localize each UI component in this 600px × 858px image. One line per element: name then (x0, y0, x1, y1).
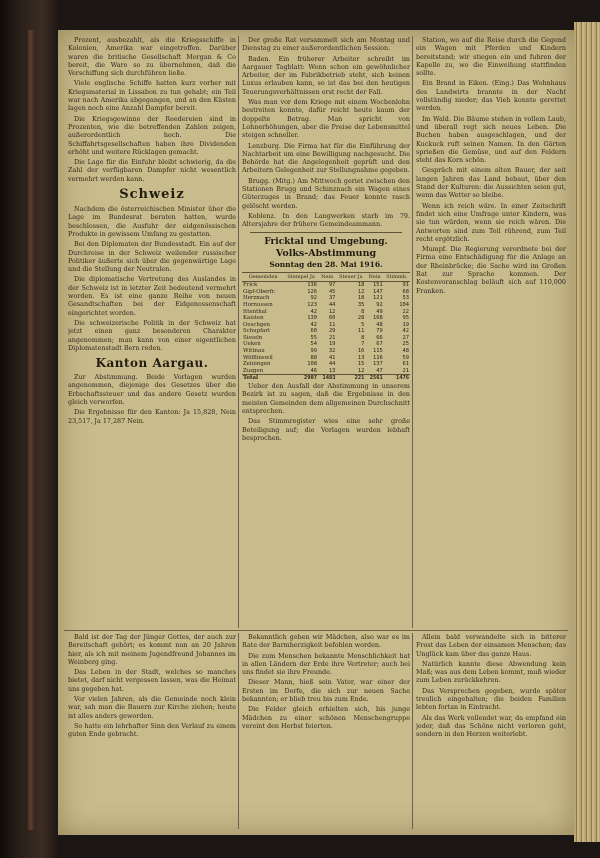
vote-count-cell: 12 (357, 288, 365, 295)
vote-count-cell: 21 (402, 367, 409, 374)
vote-count-cell: 42 (310, 308, 318, 315)
paragraph: Lenzburg. Die Firma hat für die Einführung der Nachtarbeit um eine Bewilligung nachgesucht. Die Behörde hat die Angelegenheit geprüft und den Arbeitern Gelegenheit zur Stellungnahme gegeben. (242, 141, 410, 175)
vote-count-cell: 79 (376, 328, 383, 335)
column-divider (412, 36, 413, 628)
vote-count-cell: 44 (328, 361, 336, 368)
table-total-row (242, 375, 410, 382)
vote-count-cell: 60 (310, 328, 318, 335)
vote-count-cell: 8 (361, 308, 365, 315)
binding-edge (28, 30, 34, 830)
vote-count-cell: 35 (357, 301, 365, 308)
vote-count-cell: 54 (310, 341, 318, 348)
paragraph: Vor vielen Jahren, als die Gemeinde noch klein war, sah man die Bauern zur Kirche ziehen; heute ist alles anders geworden. (68, 695, 236, 720)
feuilleton-left (68, 633, 236, 829)
column-header: Stimmb. (384, 272, 410, 282)
paragraph: Die zum Menschen bekannte Menschlichkeit hat in allen Ländern der Erde ihre Vertreter; auch bei uns findet sie ihre Freunde. (242, 651, 410, 677)
vote-count-cell: 5 (361, 321, 365, 328)
paragraph: Das Stimmregister wies eine sehr große Beteiligung auf; die Vorlagen wurden lebhaft besprochen. (242, 417, 410, 442)
vote-count-cell: 41 (328, 354, 336, 361)
table-row (242, 295, 410, 302)
vote-count-cell: 99 (310, 348, 318, 355)
paragraph: Ein Brand in Eiken. (Eing.) Das Wohnhaus des Landwirts brannte in der Nacht vollständig nieder; das Vieh konnte gerettet werden. (416, 79, 566, 113)
paragraph: Allein bald verwandelte sich in bitterer Frost das Leben der einsamen Menschen; das Unglück kam über das ganze Haus. (416, 633, 566, 658)
section-heading-kanton-aargau: Kanton Aargau. (95, 356, 209, 371)
municipality-cell: Frick (243, 282, 258, 289)
column-divider (238, 633, 239, 829)
vote-count-cell: 108 (307, 361, 318, 368)
vote-date: Sonntag den 28. Mai 1916. (269, 259, 383, 269)
vote-count-cell: 126 (307, 288, 318, 295)
vote-count-cell: 19 (402, 321, 409, 328)
municipality-cell: Wittnau (243, 348, 265, 355)
table-row (242, 335, 410, 342)
vote-count-cell: 45 (328, 288, 336, 295)
vote-count-cell: 12 (328, 308, 336, 315)
vote-count-cell: 28 (357, 315, 365, 322)
vote-count-cell: 22 (402, 308, 409, 315)
municipality-cell: Sisseln (243, 334, 263, 341)
vote-count-cell: 47 (376, 367, 383, 374)
table-row (242, 302, 410, 309)
total-cell: 1476 (384, 375, 410, 382)
paragraph: Brugg. (Mitg.) Am Mittwoch geriet zwischen den Stationen Brugg und Schinznach ein Wagen eines Güterzuges in Brand; das Feuer konnte rasch gelöscht werden. (242, 176, 410, 210)
table-row (242, 315, 410, 322)
paragraph: Bei den Diplomaten der Bundesstadt. Ein auf der Durchreise in der Schweiz weilender russischer Politiker äußerte sich über die gegenwärtige Lage und die Stellung der Neutralen. (68, 240, 236, 274)
vote-count-cell: 44 (328, 301, 336, 308)
section-heading-volksabstimmung: Volks-Abstimmung (275, 247, 377, 259)
vote-count-cell: 27 (402, 334, 409, 341)
vote-count-cell: 12 (357, 367, 365, 374)
table-row (242, 328, 410, 335)
column-header: Steuer Ja (336, 272, 365, 282)
vote-count-cell: 97 (328, 282, 336, 289)
vote-results-body (242, 282, 410, 382)
vote-count-cell: 61 (402, 361, 409, 368)
vote-count-cell: 16 (357, 348, 365, 355)
vote-count-cell: 136 (307, 282, 318, 289)
table-row (242, 368, 410, 375)
vote-count-cell: 48 (376, 321, 383, 328)
paragraph: Natürlich kannte diese Abwendung kein Maß; was aus dem Leben kommt, muß wieder zum Leben zurückkehren. (416, 659, 566, 685)
table-row (242, 341, 410, 348)
paragraph: Gespräch mit einem alten Bauer, der seit langen Jahren das Land bebaut, über den Stand der Kulturen: die Aussichten seien gut, wenn das Wetter so bleibe. (416, 166, 566, 200)
paragraph: Bald ist der Tag der Jünger Gottes, der auch zur Bereitschaft gehört; es kommt nun an 20 Jahren hier, als ich mit meinem Jugendfreund Johannes im Weinberg ging. (68, 633, 236, 666)
vote-count-cell: 95 (402, 315, 409, 322)
paragraph: Was man vor dem Kriege mit einem Wochenlohn bestreiten konnte, dafür reicht heute kaum der doppelte Betrag. Man spricht von Lohnerhöhungen, aber die Preise der Lebensmittel steigen schneller. (242, 98, 410, 140)
total-cell: 221 (336, 375, 365, 382)
paragraph: Die Kriegsgewinne der Reedereien sind in Prozenten, wie die betreffenden Zahlen zeigen, außerordentlich hoch. Die Schiffahrtsgesellschaften haben ihre Dividenden erhöht und weitere Rücklagen gemacht. (68, 114, 236, 156)
paragraph: Baden. Ein früherer Arbeiter schreibt im Aargauer Tagblatt: Wenn schon ein gewöhnlicher Arbeiter, der im Fabrikbetrieb steht, sich keinen Luxus erlauben kann, so ist das bei den heutigen Teuerungsverhältnissen erst recht der Fall. (242, 54, 410, 96)
vote-count-cell: 130 (307, 315, 318, 322)
vote-count-cell: 151 (373, 282, 383, 289)
feuilleton-divider (64, 630, 568, 631)
vote-count-cell: 88 (310, 354, 318, 361)
vote-count-cell: 13 (357, 354, 365, 361)
section-heading-schweiz: Schweiz (119, 187, 185, 203)
vote-count-cell: 68 (402, 288, 409, 295)
municipality-cell: Hornussen (243, 301, 273, 308)
vote-count-cell: 29 (328, 328, 336, 335)
table-row (242, 348, 410, 355)
vote-count-cell: 42 (310, 321, 318, 328)
vote-count-cell: 7 (361, 341, 365, 348)
book-binding (0, 0, 60, 858)
municipality-cell: Wölflinswil (243, 354, 273, 361)
municipality-cell: Zeiningen (243, 361, 271, 368)
vote-count-cell: 21 (328, 334, 336, 341)
vote-count-cell: 46 (310, 367, 318, 374)
paragraph: Die Felder gleich erhielten sich, bis junge Mädchen zu einer schönen Menschengruppe vereint den Herbst feierten. (242, 705, 410, 730)
municipality-cell: Oeschgen (243, 321, 270, 328)
paragraph: Die schweizerische Politik in der Schweiz hat jetzt einen ganz besonderen Charakter angenommen; man kann von einer eigentlichen Diplomatenstadt Bern reden. (68, 318, 236, 352)
table-row (242, 355, 410, 362)
vote-count-cell: 53 (402, 295, 409, 302)
paragraph: Die diplomatische Vertretung des Auslandes in der Schweiz ist in letzter Zeit bedeutend vermehrt worden. Es ist eine ganze Reihe von neuen Gesandtschaften bei der Eidgenossenschaft eingerichtet worden. (68, 275, 236, 317)
paragraph: Die Lage für die Einfuhr bleibt schwierig, da die Zahl der verfügbaren Dampfer nicht wesentlich vermehrt werden kann. (68, 158, 236, 183)
column-header: Nein (318, 272, 336, 282)
vote-count-cell: 116 (373, 354, 383, 361)
paragraph: Prozent, ausbezahlt, als die Kriegsschiffe in Kolonien, Amerika war eingetroffen. Darüber waren die britische Gesellschaft Morgan & Co bereit, die Ware so zu übernehmen, daß die Verschiffung sich durchführen ließe. (68, 36, 236, 78)
paragraph: So hatte ein lehrhafter Sinn den Verlauf zu einem guten Ende gebracht. (68, 721, 236, 739)
municipality-cell: Zuzgen (243, 367, 264, 374)
vote-count-cell: 147 (373, 288, 383, 295)
table-row (242, 289, 410, 296)
total-cell: 2907 (284, 375, 318, 382)
paragraph: Dieser Mann, hieß sein Vater, war einer der Ersten im Dorfe, die sich zur neuen Sache bekannten; er blieb treu bis zum Ende. (242, 678, 410, 704)
table-row (242, 282, 410, 289)
municipality-cell: Herznach (243, 295, 270, 302)
vote-count-cell: 11 (357, 328, 365, 335)
paragraph: Das Versprechen gegeben, wurde später treulich eingehalten; die beiden Familien lebten fortan in Eintracht. (416, 686, 566, 712)
paragraph: Nachdem die österreichischen Minister über die Lage im Bundesrat beraten hatten, wurde beschlossen, die Ausfuhr der eidgenössischen Produkte in gewissem Umfang zu gestatten. (68, 205, 236, 238)
vote-count-cell: 25 (402, 341, 409, 348)
column-header: Gemeinden (242, 272, 284, 282)
vote-count-cell: 11 (328, 321, 336, 328)
column-right (416, 36, 566, 628)
municipality-cell: Kaisten (243, 315, 264, 322)
table-row (242, 361, 410, 368)
vote-count-cell: 18 (357, 282, 365, 289)
vote-count-cell: 32 (328, 348, 336, 355)
paragraph: Ueber den Ausfall der Abstimmung in unserem Bezirk ist zu sagen, daß die Ergebnisse in den meisten Gemeinden dem allgemeinen Durchschnitt entsprechen. (242, 382, 410, 415)
vote-count-cell: 42 (402, 328, 409, 335)
vote-count-cell: 115 (373, 348, 383, 355)
vote-count-cell: 19 (328, 341, 336, 348)
table-row (242, 322, 410, 329)
table-header-row (242, 272, 410, 282)
total-cell: 1483 (318, 375, 336, 382)
vote-count-cell: 59 (402, 354, 409, 361)
municipality-cell: Schupfart (243, 328, 271, 335)
vote-count-cell: 48 (402, 348, 409, 355)
vote-count-cell: 66 (376, 334, 383, 341)
column-divider (412, 633, 413, 829)
section-heading-fricktal: Fricktal und Umgebung. (264, 236, 388, 247)
vote-count-cell: 8 (361, 334, 365, 341)
vote-count-cell: 55 (310, 334, 318, 341)
vote-results-table (242, 272, 410, 383)
paragraph: Im Wald. Die Bäume stehen in vollem Laub, und überall regt sich neues Leben. Die Buchen haben ausgeschlagen, und der Kuckuck ruft seinen Namen. In den Gärten sprießen die Gemüse, und auf den Feldern steht das Korn schön. (416, 114, 566, 165)
vote-count-cell: 13 (328, 367, 336, 374)
vote-count-cell: 121 (373, 295, 383, 302)
page-edges (574, 22, 600, 842)
vote-count-cell: 60 (328, 315, 336, 322)
paragraph: Koblenz. In den Langwerken starb im 79. Altersjahre der frühere Gemeindeammann. (242, 211, 410, 229)
paragraph: Station, wo auf die Reise durch die Gegend ein Wagen mit Pferden und Kindern bereitstand; wir stiegen ein und fuhren der Kapelle zu, wo die Einweihung stattfinden sollte. (416, 36, 566, 78)
paragraph: Bekanntlich geben wir Mädchen, also war es im Rate der Barmherzigkeit befohlen worden. (242, 633, 410, 650)
paragraph: Der große Rat versammelt sich am Montag und Dienstag zu einer außerordentlichen Session. (242, 36, 410, 53)
newspaper-page (58, 30, 574, 835)
vote-count-cell: 137 (373, 361, 383, 368)
paragraph: Als das Werk vollendet war, da empfand ein jeder, daß das Schöne nicht verloren geht, sondern in den Herzen weiterlebt. (416, 713, 566, 739)
column-header: Nein (365, 272, 383, 282)
vote-count-cell: 67 (376, 341, 383, 348)
vote-count-cell: 92 (310, 295, 318, 302)
vote-count-cell: 123 (307, 301, 318, 308)
vote-count-cell: 104 (399, 301, 409, 308)
vote-count-cell: 91 (402, 282, 409, 289)
vote-count-cell: 37 (328, 295, 336, 302)
paragraph: Viele englische Schiffe hatten kurz vorher mit Kriegsmaterial in Lissabon zu tun gehabt; ein Teil war nach Amerika abgegangen, und an den Küsten lagen noch eine Anzahl Dampfer bereit. (68, 79, 236, 113)
paragraph: Zur Abstimmung. Beide Vorlagen wurden angenommen, diejenige des Gesetzes über die Erbschaftssteuer und das andere Gesetz wurden gleich verworfen. (68, 373, 236, 406)
vote-count-cell: 49 (376, 308, 383, 315)
paragraph: Mumpf. Die Regierung verordnete bei der Firma eine Entschädigung für die Anlage an der Rheinbrücke; die Sache wird im Großen Rat zur Sprache kommen. Der Kostenvoranschlag beläuft sich auf 110,000 Franken. (416, 245, 566, 295)
total-cell: 2561 (365, 375, 383, 382)
municipality-cell: Ueken (243, 341, 261, 348)
vote-count-cell: 168 (373, 315, 383, 322)
paragraph: Die Ergebnisse für den Kanton: Ja 15,828, Nein 23,517, Ja 17,287 Nein. (68, 408, 236, 425)
section-separator (250, 232, 402, 233)
total-label: Total (242, 375, 284, 382)
municipality-cell: Gipf-Oberfr. (243, 288, 276, 295)
vote-count-cell: 18 (357, 295, 365, 302)
table-row (242, 309, 410, 316)
paragraph: Das Leben in der Stadt, welches so manches bietet, darf nicht vergessen lassen, was die Heimat uns gegeben hat. (68, 668, 236, 693)
column-header: Stempel Ja (284, 272, 318, 282)
vote-count-cell: 15 (357, 361, 365, 368)
feuilleton-right (416, 633, 566, 829)
paragraph: Wenn ich reich wäre. In einer Zeitschrift findet sich eine Umfrage unter Kindern, was sie tun würden, wenn sie reich wären. Die Antworten sind zum Teil rührend, zum Teil recht ergötzlich. (416, 201, 566, 243)
column-divider (238, 36, 239, 628)
municipality-cell: Ittenthal (243, 308, 267, 315)
feuilleton-middle (242, 633, 410, 829)
vote-count-cell: 92 (376, 301, 383, 308)
column-middle (242, 36, 410, 628)
column-left (68, 36, 236, 628)
